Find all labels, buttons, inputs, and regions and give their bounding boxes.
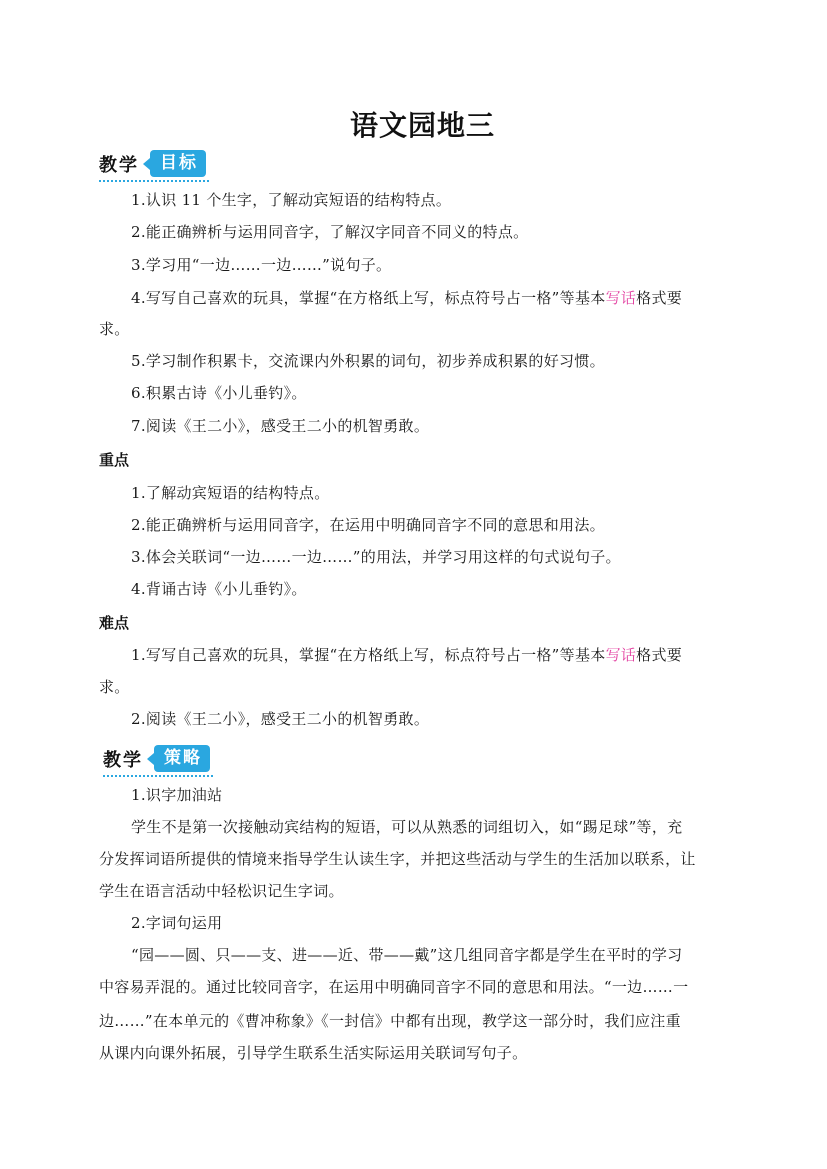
section-underline [103, 775, 213, 777]
key-point-item: 4.背诵古诗《小儿垂钓》。 [131, 580, 307, 598]
key-point-item: 1.了解动宾短语的结构特点。 [131, 484, 330, 502]
section-tag: 策略 [154, 745, 210, 772]
goal-item: 7.阅读《王二小》，感受王二小的机智勇敢。 [131, 417, 430, 435]
key-point-item: 2.能正确辨析与运用同音字，在运用中明确同音字不同的意思和用法。 [131, 516, 605, 534]
strategy-paragraph-line: 从课内向课外拓展，引导学生联系生活实际运用关联词写句子。 [99, 1044, 528, 1062]
goal-item: 3.学习用“一边……一边……”说句子。 [131, 256, 392, 274]
writing-keyword: 写话 [605, 289, 637, 307]
strategy-paragraph-line: 边……”在本单元的《曹冲称象》《一封信》中都有出现，教学这一部分时，我们应注重 [99, 1012, 681, 1030]
difficulty-item-continuation: 求。 [99, 678, 130, 696]
section-tag: 目标 [150, 150, 206, 177]
difficulty-item: 2.阅读《王二小》，感受王二小的机智勇敢。 [131, 710, 430, 728]
key-points-heading: 重点 [99, 451, 130, 469]
strategy-paragraph-line: 学生不是第一次接触动宾结构的短语，可以从熟悉的词组切入，如“踢足球”等，充 [131, 818, 683, 836]
goal-item [131, 287, 682, 308]
strategy-subtitle: 2.字词句运用 [131, 914, 223, 932]
strategy-paragraph-line: 学生在语言活动中轻松识记生字词。 [99, 882, 344, 900]
goal-text: 格式要 [636, 289, 683, 307]
section-header-strategy [103, 745, 213, 777]
strategy-paragraph-line: “园——圆、只——支、进——近、带——戴”这几组同音字都是学生在平时的学习 [131, 946, 683, 964]
goal-text: 4.写写自己喜欢的玩具，掌握“在方格纸上写，标点符号占一格”等基本 [131, 289, 606, 307]
section-underline [99, 180, 209, 182]
goal-item-continuation: 求。 [99, 320, 130, 338]
difficulties-heading: 难点 [99, 614, 130, 632]
goal-item: 2.能正确辨析与运用同音字，了解汉字同音不同义的特点。 [131, 223, 529, 241]
page-title: 语文园地三 [349, 109, 495, 142]
writing-keyword: 写话 [605, 646, 637, 664]
section-prefix: 教学 [103, 750, 143, 771]
section-prefix: 教学 [99, 155, 139, 176]
difficulty-item [131, 644, 682, 665]
goal-item: 6.积累古诗《小儿垂钓》。 [131, 384, 307, 402]
difficulty-text: 1.写写自己喜欢的玩具，掌握“在方格纸上写，标点符号占一格”等基本 [131, 646, 606, 664]
strategy-paragraph-line: 中容易弄混的。通过比较同音字，在运用中明确同音字不同的意思和用法。“一边……一 [99, 978, 689, 996]
goal-item: 1.认识 11 个生字，了解动宾短语的结构特点。 [131, 191, 452, 209]
strategy-subtitle: 1.识字加油站 [131, 786, 223, 804]
key-point-item: 3.体会关联词“一边……一边……”的用法，并学习用这样的句式说句子。 [131, 548, 621, 566]
goal-item: 5.学习制作积累卡，交流课内外积累的词句，初步养成积累的好习惯。 [131, 352, 605, 370]
difficulty-text: 格式要 [636, 646, 683, 664]
strategy-paragraph-line: 分发挥词语所提供的情境来指导学生认读生字，并把这些活动与学生的生活加以联系，让 [99, 850, 696, 868]
section-header-goals [99, 150, 209, 182]
